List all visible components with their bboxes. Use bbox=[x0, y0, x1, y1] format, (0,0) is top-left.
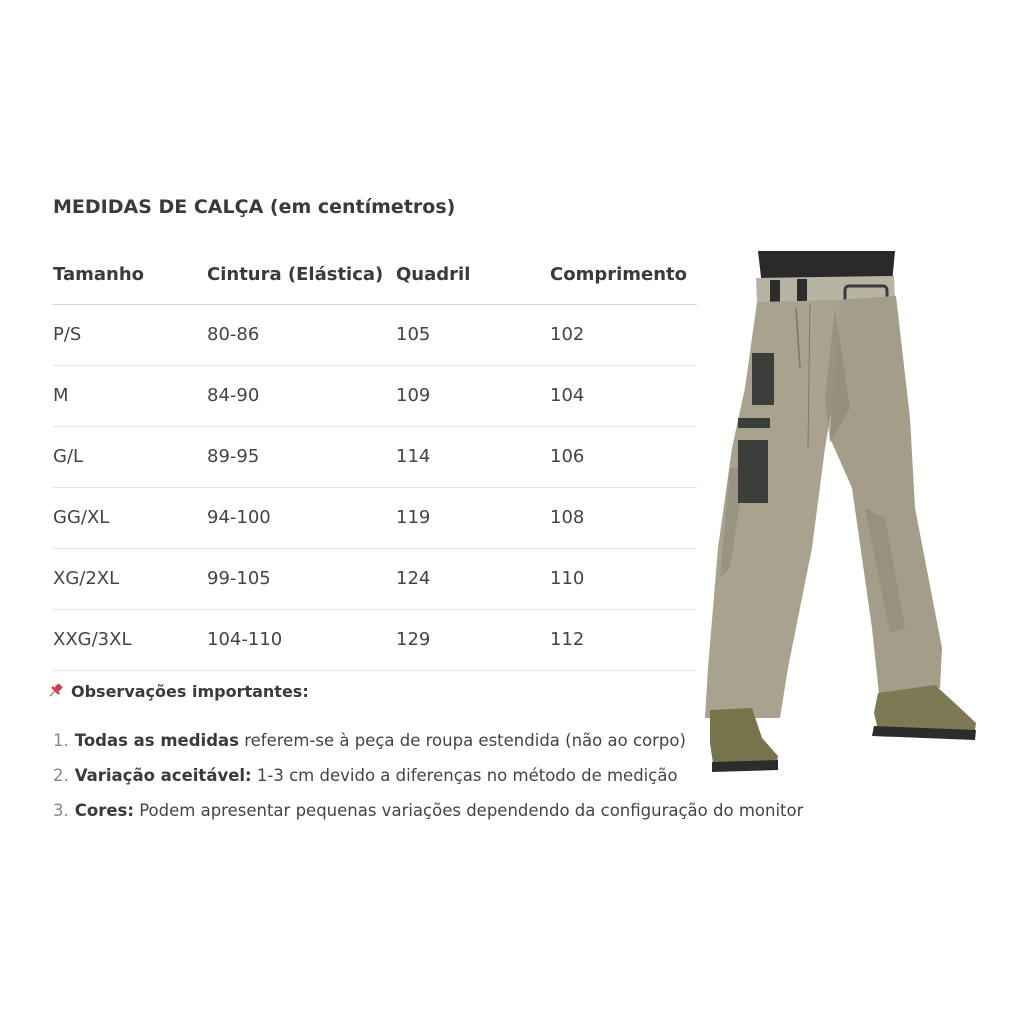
table-row bbox=[53, 427, 697, 488]
hip-cell: 119 bbox=[396, 507, 431, 528]
hip-cell: 105 bbox=[396, 324, 431, 345]
pants-leg-right bbox=[830, 296, 942, 703]
note-text: Podem apresentar pequenas variações dependendo da configuração do monitor bbox=[133, 801, 804, 820]
waist-cell: 89-95 bbox=[207, 446, 260, 467]
waist-cell: 80-86 bbox=[207, 324, 260, 345]
header-size: Tamanho bbox=[53, 264, 145, 285]
cargo-pants-image bbox=[700, 248, 980, 773]
hip-cell: 114 bbox=[396, 446, 431, 467]
header-waist: Cintura (Elástica) bbox=[207, 264, 384, 285]
list-number: 3. bbox=[53, 801, 69, 820]
note-text: 1-3 cm devido a diferenças no método de medição bbox=[251, 766, 678, 785]
table-header-row bbox=[53, 245, 697, 305]
note-strong: Variação aceitável: bbox=[74, 766, 252, 785]
waist-cell: 104-110 bbox=[207, 629, 283, 650]
list-item bbox=[53, 726, 803, 761]
header-length: Comprimento bbox=[550, 264, 688, 285]
note-strong: Todas as medidas bbox=[74, 731, 239, 750]
table-row bbox=[53, 305, 697, 366]
waist-cell: 94-100 bbox=[207, 507, 271, 528]
cargo-pocket bbox=[738, 440, 768, 503]
size-cell: XXG/3XL bbox=[53, 629, 132, 650]
waist-cell: 99-105 bbox=[207, 568, 271, 589]
list-number: 2. bbox=[53, 766, 69, 785]
size-cell: P/S bbox=[53, 324, 82, 345]
size-cell: XG/2XL bbox=[53, 568, 120, 589]
length-cell: 108 bbox=[550, 507, 585, 528]
note-strong: Cores: bbox=[74, 801, 134, 820]
length-cell: 112 bbox=[550, 629, 585, 650]
notes-list bbox=[53, 726, 803, 831]
table-row bbox=[53, 488, 697, 549]
pushpin-icon bbox=[46, 682, 64, 700]
table-row bbox=[53, 549, 697, 610]
length-cell: 110 bbox=[550, 568, 585, 589]
list-item bbox=[53, 761, 803, 796]
waist-cell: 84-90 bbox=[207, 385, 260, 406]
table-row bbox=[53, 366, 697, 427]
length-cell: 104 bbox=[550, 385, 585, 406]
list-number: 1. bbox=[53, 731, 69, 750]
list-item bbox=[53, 796, 803, 831]
hip-cell: 124 bbox=[396, 568, 431, 589]
hip-cell: 129 bbox=[396, 629, 431, 650]
table-row bbox=[53, 610, 697, 671]
page-title: MEDIDAS DE CALÇA (em centímetros) bbox=[53, 196, 456, 218]
size-table bbox=[53, 245, 697, 671]
thigh-pocket bbox=[752, 353, 774, 405]
length-cell: 106 bbox=[550, 446, 585, 467]
size-cell: GG/XL bbox=[53, 507, 110, 528]
notes-heading-text: Observações importantes: bbox=[71, 682, 309, 701]
notes-heading bbox=[46, 682, 309, 701]
hip-cell: 109 bbox=[396, 385, 431, 406]
header-hip: Quadril bbox=[396, 264, 471, 285]
size-cell: M bbox=[53, 385, 69, 406]
note-text: referem-se à peça de roupa estendida (não ao corpo) bbox=[238, 731, 686, 750]
length-cell: 102 bbox=[550, 324, 585, 345]
size-cell: G/L bbox=[53, 446, 84, 467]
